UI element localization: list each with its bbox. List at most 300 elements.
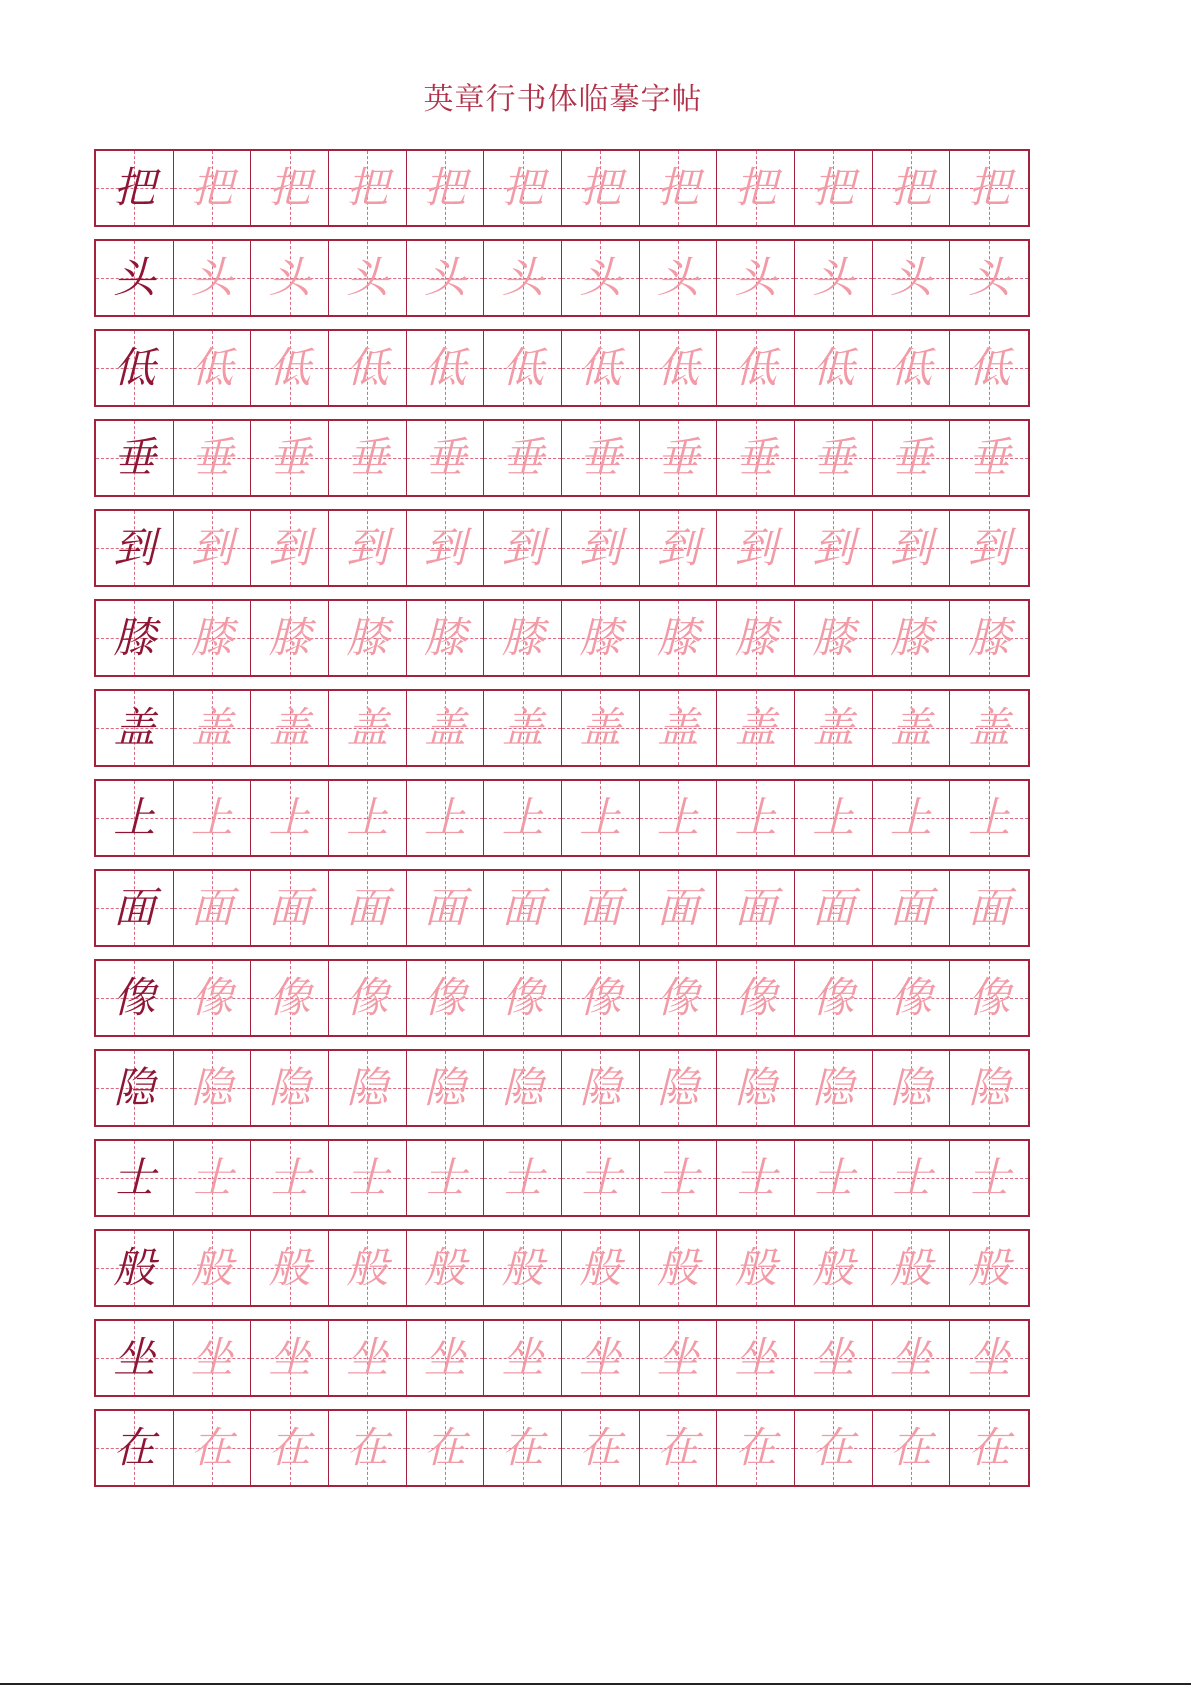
trace-cell: [251, 871, 329, 945]
trace-cell: [717, 871, 795, 945]
trace-cell: [251, 601, 329, 675]
trace-character: 膝: [968, 613, 1011, 662]
trace-cell: [174, 241, 252, 315]
trace-cell: [484, 871, 562, 945]
trace-cell: [640, 1321, 718, 1395]
model-cell: [96, 871, 174, 945]
trace-character: 到: [657, 523, 700, 572]
trace-character: 像: [968, 973, 1011, 1022]
trace-cell: [407, 871, 485, 945]
trace-character: 把: [501, 163, 544, 212]
trace-character: 膝: [268, 613, 311, 662]
trace-character: 膝: [191, 613, 234, 662]
model-character: 像: [113, 973, 156, 1022]
trace-character: 士: [424, 1153, 467, 1202]
trace-character: 低: [268, 343, 311, 392]
trace-character: 头: [579, 253, 622, 302]
trace-character: 垂: [812, 433, 855, 482]
trace-character: 盖: [968, 703, 1011, 752]
model-cell: [96, 601, 174, 675]
trace-cell: [329, 961, 407, 1035]
trace-character: 低: [812, 343, 855, 392]
trace-cell: [640, 1051, 718, 1125]
trace-cell: [174, 1051, 252, 1125]
trace-cell: [873, 601, 951, 675]
trace-character: 低: [968, 343, 1011, 392]
trace-cell: [484, 601, 562, 675]
trace-cell: [950, 961, 1028, 1035]
trace-cell: [407, 601, 485, 675]
trace-character: 像: [734, 973, 777, 1022]
trace-cell: [795, 961, 873, 1035]
trace-cell: [251, 961, 329, 1035]
trace-character: 盖: [734, 703, 777, 752]
trace-cell: [640, 241, 718, 315]
model-cell: [96, 1141, 174, 1215]
trace-character: 士: [812, 1153, 855, 1202]
trace-character: 头: [501, 253, 544, 302]
trace-cell: [950, 781, 1028, 855]
trace-character: 上: [191, 793, 234, 842]
trace-character: 膝: [501, 613, 544, 662]
practice-row: [94, 1409, 1030, 1487]
trace-cell: [717, 241, 795, 315]
trace-character: 像: [268, 973, 311, 1022]
trace-character: 低: [346, 343, 389, 392]
trace-cell: [562, 601, 640, 675]
practice-row: [94, 1229, 1030, 1307]
trace-cell: [329, 511, 407, 585]
trace-character: 像: [890, 973, 933, 1022]
trace-character: 垂: [191, 433, 234, 482]
trace-character: 般: [657, 1243, 700, 1292]
practice-row: [94, 509, 1030, 587]
trace-character: 士: [657, 1153, 700, 1202]
trace-character: 到: [424, 523, 467, 572]
trace-character: 盖: [657, 703, 700, 752]
trace-cell: [795, 421, 873, 495]
trace-character: 头: [968, 253, 1011, 302]
trace-cell: [640, 151, 718, 225]
model-cell: [96, 511, 174, 585]
trace-character: 把: [734, 163, 777, 212]
trace-character: 在: [191, 1423, 234, 1472]
trace-cell: [251, 241, 329, 315]
practice-row: [94, 959, 1030, 1037]
trace-cell: [329, 601, 407, 675]
trace-character: 隐: [501, 1063, 544, 1112]
trace-character: 隐: [968, 1063, 1011, 1112]
trace-character: 低: [191, 343, 234, 392]
trace-character: 般: [890, 1243, 933, 1292]
trace-cell: [640, 691, 718, 765]
trace-character: 在: [657, 1423, 700, 1472]
trace-cell: [407, 781, 485, 855]
trace-character: 在: [346, 1423, 389, 1472]
trace-cell: [562, 1051, 640, 1125]
trace-character: 坐: [191, 1333, 234, 1382]
trace-character: 到: [734, 523, 777, 572]
trace-cell: [251, 331, 329, 405]
trace-cell: [717, 511, 795, 585]
trace-cell: [717, 331, 795, 405]
trace-cell: [795, 781, 873, 855]
model-cell: [96, 781, 174, 855]
trace-cell: [717, 961, 795, 1035]
trace-character: 隐: [579, 1063, 622, 1112]
model-cell: [96, 331, 174, 405]
trace-cell: [717, 151, 795, 225]
trace-cell: [640, 961, 718, 1035]
trace-cell: [640, 421, 718, 495]
trace-cell: [329, 871, 407, 945]
trace-character: 坐: [890, 1333, 933, 1382]
trace-cell: [484, 1141, 562, 1215]
trace-cell: [174, 601, 252, 675]
trace-cell: [484, 241, 562, 315]
trace-cell: [873, 511, 951, 585]
trace-character: 上: [657, 793, 700, 842]
trace-cell: [251, 1321, 329, 1395]
practice-row: [94, 419, 1030, 497]
trace-cell: [407, 1141, 485, 1215]
trace-cell: [407, 241, 485, 315]
trace-character: 到: [501, 523, 544, 572]
trace-character: 面: [734, 883, 777, 932]
trace-cell: [329, 241, 407, 315]
trace-cell: [174, 1411, 252, 1485]
trace-cell: [251, 1411, 329, 1485]
model-character: 低: [113, 343, 156, 392]
trace-cell: [407, 961, 485, 1035]
trace-character: 面: [191, 883, 234, 932]
trace-cell: [950, 1411, 1028, 1485]
trace-character: 盖: [501, 703, 544, 752]
trace-character: 在: [968, 1423, 1011, 1472]
trace-cell: [484, 421, 562, 495]
trace-character: 膝: [346, 613, 389, 662]
trace-character: 盖: [890, 703, 933, 752]
trace-cell: [407, 691, 485, 765]
trace-cell: [717, 1321, 795, 1395]
trace-character: 盖: [268, 703, 311, 752]
trace-cell: [795, 151, 873, 225]
trace-cell: [873, 241, 951, 315]
trace-cell: [251, 691, 329, 765]
trace-cell: [484, 1411, 562, 1485]
trace-cell: [251, 1051, 329, 1125]
trace-cell: [562, 1231, 640, 1305]
trace-character: 士: [191, 1153, 234, 1202]
trace-cell: [795, 241, 873, 315]
trace-character: 盖: [424, 703, 467, 752]
trace-cell: [562, 961, 640, 1035]
trace-cell: [484, 1321, 562, 1395]
trace-cell: [717, 1231, 795, 1305]
trace-character: 低: [424, 343, 467, 392]
model-character: 在: [113, 1423, 156, 1472]
model-character: 士: [113, 1153, 156, 1202]
trace-character: 头: [812, 253, 855, 302]
trace-character: 像: [501, 973, 544, 1022]
trace-cell: [174, 511, 252, 585]
trace-cell: [640, 601, 718, 675]
trace-cell: [484, 691, 562, 765]
trace-character: 膝: [579, 613, 622, 662]
trace-character: 盖: [346, 703, 389, 752]
trace-character: 到: [890, 523, 933, 572]
trace-cell: [950, 691, 1028, 765]
trace-cell: [174, 421, 252, 495]
trace-character: 般: [191, 1243, 234, 1292]
trace-cell: [562, 781, 640, 855]
trace-cell: [562, 241, 640, 315]
trace-character: 士: [968, 1153, 1011, 1202]
trace-cell: [329, 151, 407, 225]
trace-cell: [407, 511, 485, 585]
trace-cell: [950, 871, 1028, 945]
trace-cell: [562, 331, 640, 405]
trace-character: 面: [812, 883, 855, 932]
model-cell: [96, 961, 174, 1035]
trace-cell: [795, 1051, 873, 1125]
model-character: 头: [113, 253, 156, 302]
trace-character: 头: [191, 253, 234, 302]
trace-cell: [873, 151, 951, 225]
trace-cell: [174, 781, 252, 855]
practice-row: [94, 149, 1030, 227]
trace-cell: [174, 871, 252, 945]
trace-character: 盖: [579, 703, 622, 752]
trace-cell: [407, 1051, 485, 1125]
trace-cell: [717, 691, 795, 765]
trace-character: 垂: [346, 433, 389, 482]
trace-character: 隐: [657, 1063, 700, 1112]
trace-character: 上: [890, 793, 933, 842]
trace-cell: [950, 1321, 1028, 1395]
trace-cell: [407, 151, 485, 225]
trace-cell: [251, 421, 329, 495]
model-character: 坐: [113, 1333, 156, 1382]
model-cell: [96, 151, 174, 225]
trace-character: 垂: [424, 433, 467, 482]
trace-cell: [640, 1231, 718, 1305]
trace-character: 垂: [968, 433, 1011, 482]
trace-character: 低: [501, 343, 544, 392]
trace-character: 像: [191, 973, 234, 1022]
model-cell: [96, 1411, 174, 1485]
trace-character: 头: [346, 253, 389, 302]
trace-character: 在: [890, 1423, 933, 1472]
trace-character: 坐: [812, 1333, 855, 1382]
trace-cell: [329, 1051, 407, 1125]
trace-cell: [795, 1141, 873, 1215]
trace-cell: [873, 1051, 951, 1125]
trace-cell: [251, 151, 329, 225]
trace-character: 上: [968, 793, 1011, 842]
trace-character: 面: [968, 883, 1011, 932]
trace-character: 把: [579, 163, 622, 212]
model-character: 上: [113, 793, 156, 842]
trace-character: 在: [424, 1423, 467, 1472]
trace-cell: [795, 1321, 873, 1395]
trace-character: 般: [501, 1243, 544, 1292]
model-character: 盖: [113, 703, 156, 752]
page-title: 英章行书体临摹字帖: [423, 82, 703, 117]
trace-cell: [873, 1411, 951, 1485]
trace-cell: [873, 691, 951, 765]
trace-cell: [950, 331, 1028, 405]
trace-character: 般: [424, 1243, 467, 1292]
trace-character: 隐: [890, 1063, 933, 1112]
trace-cell: [562, 511, 640, 585]
trace-cell: [795, 1231, 873, 1305]
trace-cell: [329, 691, 407, 765]
trace-character: 在: [579, 1423, 622, 1472]
trace-character: 盖: [191, 703, 234, 752]
practice-row: [94, 1049, 1030, 1127]
trace-cell: [873, 961, 951, 1035]
model-cell: [96, 1321, 174, 1395]
trace-character: 隐: [734, 1063, 777, 1112]
trace-character: 像: [346, 973, 389, 1022]
trace-character: 低: [890, 343, 933, 392]
trace-cell: [251, 511, 329, 585]
trace-character: 像: [657, 973, 700, 1022]
trace-cell: [640, 781, 718, 855]
trace-character: 到: [191, 523, 234, 572]
trace-cell: [640, 511, 718, 585]
trace-cell: [329, 421, 407, 495]
trace-character: 般: [579, 1243, 622, 1292]
trace-character: 面: [501, 883, 544, 932]
trace-cell: [873, 421, 951, 495]
trace-character: 膝: [812, 613, 855, 662]
model-cell: [96, 421, 174, 495]
trace-character: 垂: [268, 433, 311, 482]
trace-cell: [950, 151, 1028, 225]
trace-cell: [407, 1411, 485, 1485]
trace-character: 坐: [657, 1333, 700, 1382]
trace-cell: [640, 1411, 718, 1485]
trace-cell: [174, 151, 252, 225]
trace-character: 上: [579, 793, 622, 842]
trace-character: 上: [734, 793, 777, 842]
trace-cell: [562, 151, 640, 225]
trace-character: 隐: [812, 1063, 855, 1112]
trace-cell: [407, 421, 485, 495]
trace-character: 士: [579, 1153, 622, 1202]
trace-cell: [717, 1051, 795, 1125]
trace-character: 把: [424, 163, 467, 212]
trace-cell: [873, 1321, 951, 1395]
trace-cell: [329, 781, 407, 855]
trace-cell: [873, 1231, 951, 1305]
trace-character: 膝: [890, 613, 933, 662]
trace-cell: [873, 871, 951, 945]
trace-cell: [251, 1231, 329, 1305]
model-character: 把: [113, 163, 156, 212]
trace-character: 在: [812, 1423, 855, 1472]
trace-character: 坐: [968, 1333, 1011, 1382]
trace-cell: [329, 1411, 407, 1485]
trace-cell: [329, 1231, 407, 1305]
trace-cell: [407, 331, 485, 405]
trace-character: 把: [191, 163, 234, 212]
trace-cell: [562, 871, 640, 945]
trace-character: 坐: [579, 1333, 622, 1382]
practice-row: [94, 1319, 1030, 1397]
model-character: 到: [113, 523, 156, 572]
trace-character: 般: [268, 1243, 311, 1292]
trace-cell: [484, 331, 562, 405]
practice-grid: [94, 149, 1030, 1499]
trace-character: 垂: [890, 433, 933, 482]
trace-cell: [640, 331, 718, 405]
trace-character: 头: [734, 253, 777, 302]
trace-cell: [174, 331, 252, 405]
trace-cell: [795, 691, 873, 765]
trace-character: 在: [501, 1423, 544, 1472]
trace-cell: [950, 421, 1028, 495]
trace-character: 垂: [657, 433, 700, 482]
trace-cell: [174, 1321, 252, 1395]
trace-character: 士: [501, 1153, 544, 1202]
trace-character: 到: [968, 523, 1011, 572]
trace-cell: [950, 601, 1028, 675]
trace-character: 坐: [734, 1333, 777, 1382]
trace-character: 膝: [657, 613, 700, 662]
practice-row: [94, 599, 1030, 677]
trace-character: 头: [657, 253, 700, 302]
trace-character: 隐: [268, 1063, 311, 1112]
trace-cell: [873, 331, 951, 405]
trace-cell: [795, 511, 873, 585]
trace-character: 上: [424, 793, 467, 842]
practice-row: [94, 1139, 1030, 1217]
trace-character: 头: [890, 253, 933, 302]
practice-row: [94, 329, 1030, 407]
trace-cell: [562, 1411, 640, 1485]
trace-character: 上: [268, 793, 311, 842]
trace-character: 膝: [734, 613, 777, 662]
trace-character: 隐: [191, 1063, 234, 1112]
trace-cell: [717, 601, 795, 675]
trace-character: 像: [424, 973, 467, 1022]
trace-cell: [251, 1141, 329, 1215]
trace-character: 上: [346, 793, 389, 842]
model-cell: [96, 1231, 174, 1305]
trace-cell: [950, 1141, 1028, 1215]
trace-character: 膝: [424, 613, 467, 662]
trace-cell: [174, 691, 252, 765]
trace-cell: [174, 1141, 252, 1215]
trace-character: 上: [812, 793, 855, 842]
trace-cell: [407, 1231, 485, 1305]
trace-character: 低: [657, 343, 700, 392]
trace-cell: [484, 1051, 562, 1125]
trace-character: 士: [734, 1153, 777, 1202]
trace-character: 坐: [424, 1333, 467, 1382]
trace-character: 像: [579, 973, 622, 1022]
trace-cell: [329, 1141, 407, 1215]
trace-cell: [407, 1321, 485, 1395]
trace-cell: [717, 1411, 795, 1485]
trace-cell: [562, 1141, 640, 1215]
trace-character: 面: [890, 883, 933, 932]
trace-character: 士: [346, 1153, 389, 1202]
trace-cell: [950, 1051, 1028, 1125]
